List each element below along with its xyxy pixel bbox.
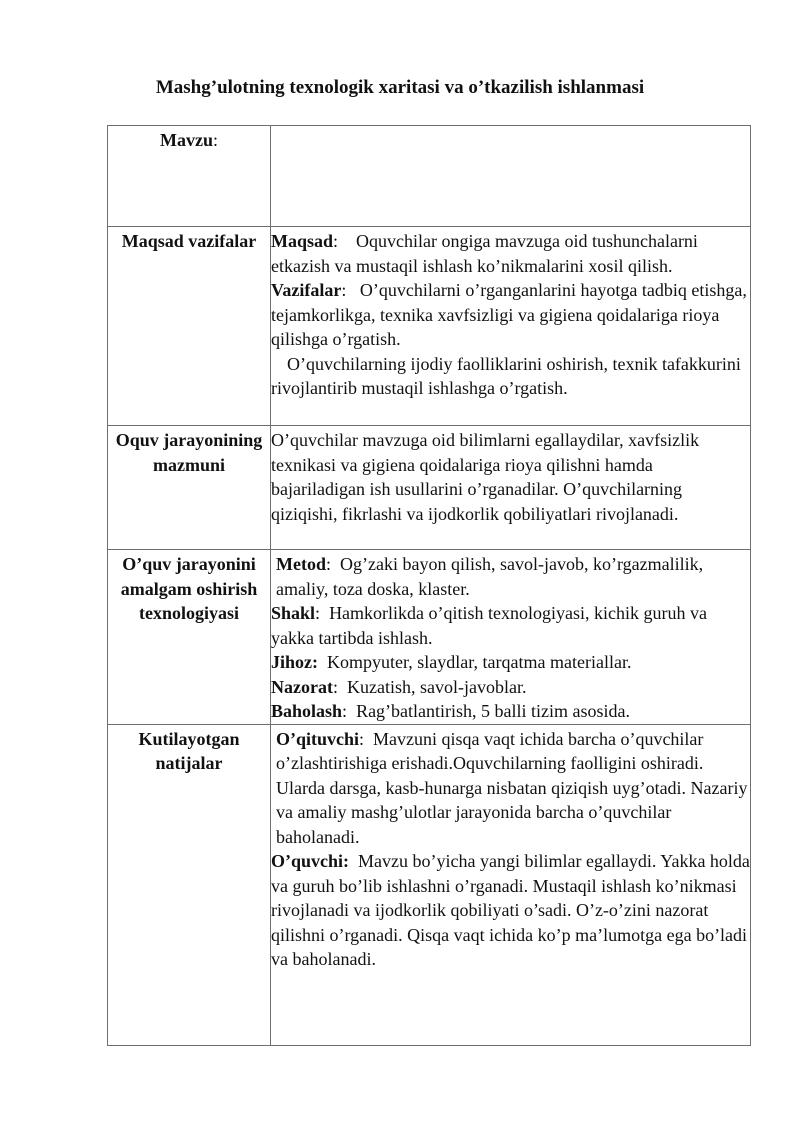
student-paragraph	[271, 849, 750, 972]
assessment-term: Baholash	[271, 701, 343, 721]
label-cell-results	[108, 724, 271, 1045]
assessment-text: Rag’batlantirish, 5 balli tizim asosida.	[356, 701, 631, 721]
teacher-text: Mavzuni qisqa vaqt ichida barcha o’quvchilar o’zlashtirishiga erishadi.Oquvchilarning faolligini oshiradi. Ularda darsga, kasb-hunarga nisbatan qiziqish uyg’otadi. Nazariy va amaliy mashg’ulotlar jarayonida barcha o’quvchilar baholanadi.	[276, 728, 748, 847]
row-label-suffix: :	[212, 130, 218, 150]
assessment-line	[271, 699, 750, 724]
form-line	[271, 601, 750, 650]
row-label: Kutilayotgan natijalar	[138, 728, 240, 773]
row-label: Oquv jarayonining mazmuni	[115, 430, 263, 475]
method-term: Metod	[276, 554, 326, 574]
page-title: Mashg’ulotning texnologik xaritasi va o’tkazilish ishlanmasi	[155, 77, 645, 98]
table-row-topic	[108, 126, 751, 227]
content-cell-topic	[271, 126, 751, 227]
method-line	[271, 552, 750, 601]
teacher-paragraph	[271, 727, 750, 850]
method-text: Og’zaki bayon qilish, savol-javob, ko’rgazmalilik, amaliy, toza doska, klaster.	[276, 554, 704, 599]
label-cell-content	[108, 426, 271, 550]
control-term: Nazorat	[271, 676, 333, 697]
row-label: O’quv jarayonini amalgam oshirish texnologiyasi	[120, 554, 258, 623]
content-cell-results	[271, 724, 751, 1045]
technology-map-table	[107, 125, 751, 1046]
row-label: Maqsad vazifalar	[121, 231, 257, 251]
tasks-term: Vazifalar	[271, 280, 342, 300]
control-separator: :	[332, 676, 338, 697]
equipment-term: Jihoz:	[271, 652, 318, 672]
topic-value	[271, 126, 750, 128]
tasks-separator: :	[341, 280, 347, 300]
row-label: Mavzu	[159, 130, 213, 150]
equipment-text: Kompyuter, slaydlar, tarqatma materiallar.	[327, 652, 632, 672]
label-cell-technology	[108, 550, 271, 725]
table-row-goals	[108, 227, 751, 426]
table-row-technology	[108, 550, 751, 725]
table-row-content	[108, 426, 751, 550]
tasks-paragraph-2: O’quvchilarning ijodiy faolliklarini oshirish, texnik tafakkurini rivojlantirib mustaqil ishlashga o’rgatish.	[271, 353, 741, 398]
form-term: Shakl	[271, 603, 316, 623]
tasks-text: O’quvchilarni o’rganganlarini hayotga tadbiq etishga, tejamkorlikga, texnika xavfsizligi va gigiena qoidalariga rioya qilishga o’rgatish.	[271, 280, 747, 349]
equipment-line	[271, 650, 750, 675]
control-line	[271, 675, 750, 700]
method-separator: :	[325, 554, 331, 574]
teacher-separator: :	[359, 728, 365, 749]
goal-term: Maqsad	[271, 231, 334, 251]
form-text: Hamkorlikda o’qitish texnologiyasi, kichik guruh va yakka tartibda ishlash.	[271, 603, 708, 648]
table-row-results	[108, 724, 751, 1045]
assessment-separator: :	[342, 701, 348, 721]
goal-separator: :	[333, 231, 339, 251]
content-cell-content	[271, 426, 751, 550]
content-cell-goals	[271, 227, 751, 426]
goal-text: Oquvchilar ongiga mavzuga oid tushunchalarni etkazish va mustaqil ishlash ko’nikmalarini xosil qilish.	[271, 231, 698, 276]
student-term: O’quvchi:	[271, 851, 350, 871]
goal-paragraph	[271, 229, 750, 278]
teacher-term: O’qituvchi	[276, 728, 360, 749]
content-paragraph: O’quvchilar mavzuga oid bilimlarni egallaydilar, xavfsizlik texnikasi va gigiena qoidalariga rioya qilishni hamda bajariladigan ish usullarini o’rganadilar. O’quvchilarning qiziqishi, fikrlashi va ijodkorlik qobiliyatlari rivojlanadi.	[271, 430, 700, 524]
form-separator: :	[315, 603, 321, 623]
content-cell-technology	[271, 550, 751, 725]
label-cell-topic	[108, 126, 271, 227]
student-text: Mavzu bo’yicha yangi bilimlar egallaydi. Yakka holda va guruh bo’lib ishlashni o’rganadi. Mustaqil ishlash ko’nikmasi rivojlanadi va ijodkorlik qobiliyati o’sadi. O’z-o’zini nazorat qilishni o’rganadi. Qisqa vaqt ichida ko’p ma’lumotga ega bo’ladi va baholanadi.	[271, 851, 750, 969]
label-cell-goals	[108, 227, 271, 426]
control-text: Kuzatish, savol-javoblar.	[347, 676, 527, 697]
tasks-paragraph	[271, 278, 750, 352]
